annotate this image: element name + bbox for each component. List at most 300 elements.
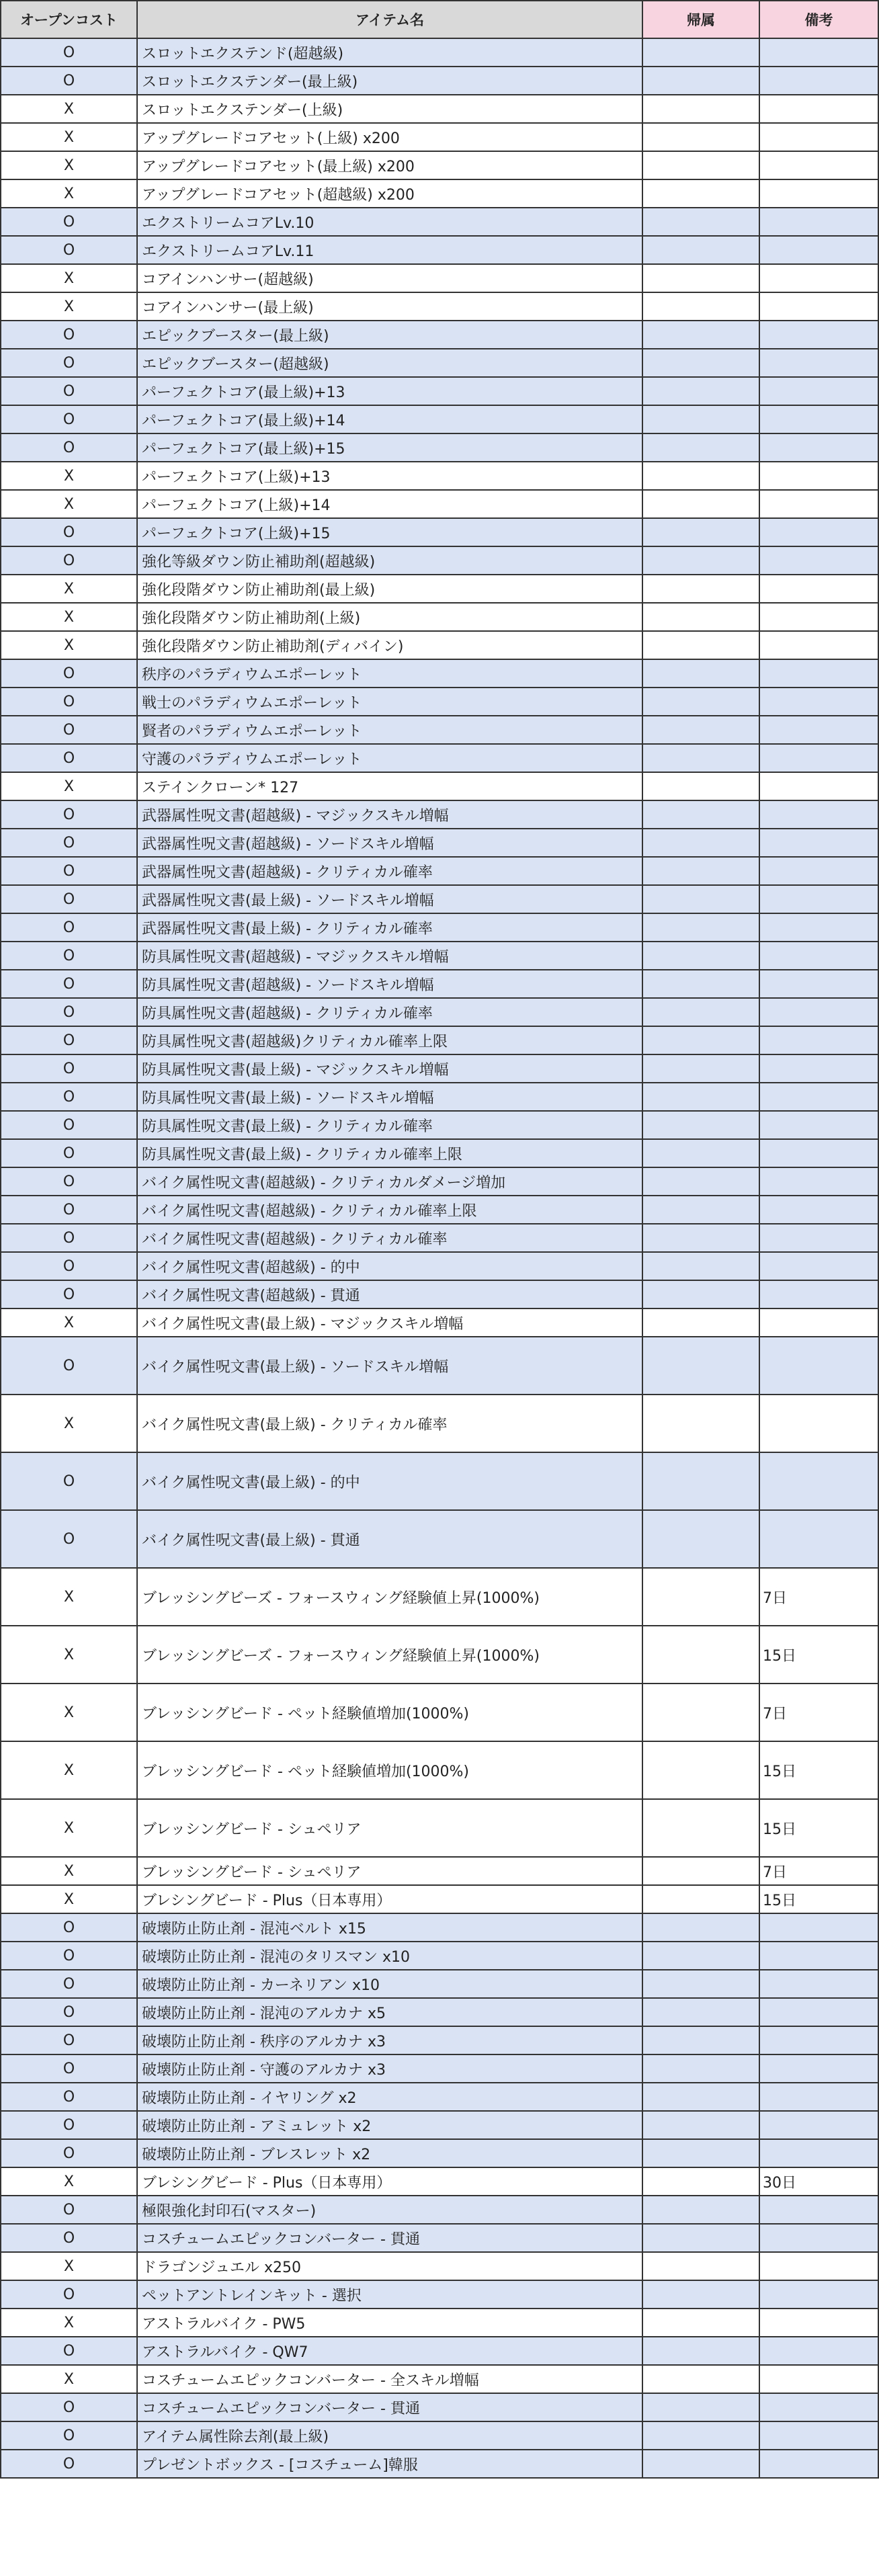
table-row — [1, 1196, 878, 1224]
table-row — [1, 631, 878, 659]
binding-cell — [642, 970, 759, 998]
note-cell: 15日 — [759, 1799, 878, 1857]
note-cell — [759, 1998, 878, 2026]
open-cost-cell: X — [1, 264, 137, 292]
open-cost-cell: O — [1, 1196, 137, 1224]
table-row — [1, 829, 878, 857]
item-name-cell: コスチュームエピックコンバーター - 全スキル増幅 — [137, 2365, 642, 2393]
note-cell — [759, 1337, 878, 1395]
table-row — [1, 2252, 878, 2280]
item-name-cell: 破壊防止防止剤 - ブレスレット x2 — [137, 2139, 642, 2167]
item-name-cell: スロットエクステンダー(最上級) — [137, 67, 642, 95]
binding-cell — [642, 1998, 759, 2026]
note-cell — [759, 885, 878, 913]
header-row — [1, 1, 878, 38]
open-cost-cell: X — [1, 1395, 137, 1452]
item-name-cell: ブレッシングビーズ - フォースウィング経験値上昇(1000%) — [137, 1626, 642, 1684]
note-cell — [759, 1970, 878, 1998]
note-cell: 7日 — [759, 1857, 878, 1885]
note-cell — [759, 236, 878, 264]
open-cost-cell: O — [1, 2026, 137, 2054]
open-cost-cell: O — [1, 688, 137, 716]
binding-cell — [642, 377, 759, 405]
note-cell — [759, 2393, 878, 2421]
open-cost-cell: O — [1, 998, 137, 1026]
open-cost-cell: X — [1, 151, 137, 179]
note-cell — [759, 1167, 878, 1196]
item-name-cell: パーフェクトコア(上級)+15 — [137, 518, 642, 546]
open-cost-cell: O — [1, 2450, 137, 2478]
open-cost-cell: X — [1, 95, 137, 123]
header-note: 備考 — [759, 1, 878, 38]
item-name-cell: ブレシングビード - Plus（日本専用） — [137, 2167, 642, 2196]
open-cost-cell: O — [1, 1026, 137, 1054]
table-row — [1, 1885, 878, 1913]
binding-cell — [642, 264, 759, 292]
item-name-cell: パーフェクトコア(最上級)+13 — [137, 377, 642, 405]
binding-cell — [642, 546, 759, 575]
note-cell — [759, 1452, 878, 1510]
binding-cell — [642, 913, 759, 942]
table-row — [1, 1998, 878, 2026]
table-row — [1, 857, 878, 885]
item-name-cell: 武器属性呪文書(超越級) - ソードスキル増幅 — [137, 829, 642, 857]
open-cost-cell: X — [1, 1799, 137, 1857]
binding-cell — [642, 1568, 759, 1626]
table-row — [1, 744, 878, 772]
binding-cell — [642, 800, 759, 829]
item-name-cell: 戦士のパラディウムエポーレット — [137, 688, 642, 716]
binding-cell — [642, 2139, 759, 2167]
table-row — [1, 800, 878, 829]
table-row — [1, 1857, 878, 1885]
item-name-cell: コアインハンサー(最上級) — [137, 292, 642, 321]
note-cell — [759, 95, 878, 123]
header-item-name: アイテム名 — [137, 1, 642, 38]
table-row — [1, 575, 878, 603]
item-name-cell: 強化等級ダウン防止補助剤(超越級) — [137, 546, 642, 575]
table-row — [1, 405, 878, 433]
note-cell — [759, 208, 878, 236]
binding-cell — [642, 1224, 759, 1252]
note-cell — [759, 575, 878, 603]
open-cost-cell: X — [1, 772, 137, 800]
note-cell — [759, 2309, 878, 2337]
table-row — [1, 546, 878, 575]
table-row — [1, 2111, 878, 2139]
note-cell — [759, 2139, 878, 2167]
open-cost-cell: O — [1, 2196, 137, 2224]
item-name-cell: スロットエクステンダー(上級) — [137, 95, 642, 123]
table-row — [1, 2139, 878, 2167]
table-row — [1, 236, 878, 264]
item-name-cell: 極限強化封印石(マスター) — [137, 2196, 642, 2224]
item-name-cell: ステインクローン* 127 — [137, 772, 642, 800]
note-cell: 15日 — [759, 1741, 878, 1799]
item-name-cell: パーフェクトコア(上級)+14 — [137, 490, 642, 518]
open-cost-cell: O — [1, 349, 137, 377]
table-row — [1, 2083, 878, 2111]
open-cost-cell: X — [1, 1568, 137, 1626]
item-name-cell: 武器属性呪文書(超越級) - マジックスキル増幅 — [137, 800, 642, 829]
open-cost-cell: O — [1, 377, 137, 405]
binding-cell — [642, 1510, 759, 1568]
binding-cell — [642, 603, 759, 631]
open-cost-cell: O — [1, 2421, 137, 2450]
table-row — [1, 179, 878, 208]
table-row — [1, 1252, 878, 1280]
table-row — [1, 1167, 878, 1196]
table-row — [1, 1510, 878, 1568]
table-row — [1, 2309, 878, 2337]
open-cost-cell: O — [1, 1337, 137, 1395]
table-row — [1, 1139, 878, 1167]
item-name-cell: 破壊防止防止剤 - イヤリング x2 — [137, 2083, 642, 2111]
item-name-cell: 防具属性呪文書(超越級) - クリティカル確率 — [137, 998, 642, 1026]
binding-cell — [642, 1111, 759, 1139]
table-row — [1, 1799, 878, 1857]
binding-cell — [642, 292, 759, 321]
table-row — [1, 38, 878, 67]
note-cell — [759, 2365, 878, 2393]
binding-cell — [642, 1167, 759, 1196]
table-row — [1, 2224, 878, 2252]
open-cost-cell: O — [1, 405, 137, 433]
note-cell — [759, 1942, 878, 1970]
open-cost-cell: O — [1, 1224, 137, 1252]
open-cost-cell: O — [1, 546, 137, 575]
item-name-cell: プレゼントボックス - [コスチューム]韓服 — [137, 2450, 642, 2478]
table-row — [1, 95, 878, 123]
binding-cell — [642, 1452, 759, 1510]
open-cost-cell: O — [1, 716, 137, 744]
binding-cell — [642, 518, 759, 546]
open-cost-cell: O — [1, 1510, 137, 1568]
open-cost-cell: O — [1, 1054, 137, 1083]
binding-cell — [642, 998, 759, 1026]
binding-cell — [642, 2450, 759, 2478]
item-name-cell: 破壊防止防止剤 - 混沌のタリスマン x10 — [137, 1942, 642, 1970]
open-cost-cell: O — [1, 2139, 137, 2167]
note-cell — [759, 179, 878, 208]
item-name-cell: 防具属性呪文書(超越級) - ソードスキル増幅 — [137, 970, 642, 998]
binding-cell — [642, 1626, 759, 1684]
item-name-cell: バイク属性呪文書(超越級) - クリティカル確率上限 — [137, 1196, 642, 1224]
item-name-cell: ブレッシングビーズ - フォースウィング経験値上昇(1000%) — [137, 1568, 642, 1626]
note-cell — [759, 2026, 878, 2054]
binding-cell — [642, 1857, 759, 1885]
table-row — [1, 2280, 878, 2309]
header-binding: 帰属 — [642, 1, 759, 38]
item-name-cell: バイク属性呪文書(最上級) - 貫通 — [137, 1510, 642, 1568]
open-cost-cell: O — [1, 67, 137, 95]
table-row — [1, 998, 878, 1026]
table-row — [1, 433, 878, 462]
item-name-cell: アップグレードコアセット(上級) x200 — [137, 123, 642, 151]
item-name-cell: パーフェクトコア(上級)+13 — [137, 462, 642, 490]
table-row — [1, 2337, 878, 2365]
item-name-cell: バイク属性呪文書(最上級) - マジックスキル増幅 — [137, 1308, 642, 1337]
binding-cell — [642, 1139, 759, 1167]
open-cost-cell: O — [1, 942, 137, 970]
binding-cell — [642, 1083, 759, 1111]
table-row — [1, 2026, 878, 2054]
open-cost-cell: X — [1, 1741, 137, 1799]
open-cost-cell: X — [1, 575, 137, 603]
binding-cell — [642, 829, 759, 857]
binding-cell — [642, 1741, 759, 1799]
table-row — [1, 349, 878, 377]
binding-cell — [642, 2252, 759, 2280]
item-name-cell: パーフェクトコア(最上級)+15 — [137, 433, 642, 462]
open-cost-cell: X — [1, 1885, 137, 1913]
table-row — [1, 1026, 878, 1054]
note-cell — [759, 2280, 878, 2309]
item-name-cell: 破壊防止防止剤 - カーネリアン x10 — [137, 1970, 642, 1998]
table-row — [1, 913, 878, 942]
note-cell: 30日 — [759, 2167, 878, 2196]
note-cell — [759, 405, 878, 433]
open-cost-cell: O — [1, 1998, 137, 2026]
item-name-cell: アップグレードコアセット(最上級) x200 — [137, 151, 642, 179]
note-cell — [759, 1308, 878, 1337]
table-row — [1, 1224, 878, 1252]
table-row — [1, 1568, 878, 1626]
open-cost-cell: X — [1, 631, 137, 659]
item-name-cell: アイテム属性除去剤(最上級) — [137, 2421, 642, 2450]
binding-cell — [642, 1684, 759, 1741]
open-cost-cell: X — [1, 1857, 137, 1885]
table-row — [1, 2167, 878, 2196]
item-name-cell: コアインハンサー(超越級) — [137, 264, 642, 292]
table-row — [1, 885, 878, 913]
binding-cell — [642, 490, 759, 518]
item-name-cell: 防具属性呪文書(超越級)クリティカル確率上限 — [137, 1026, 642, 1054]
note-cell — [759, 1026, 878, 1054]
note-cell — [759, 433, 878, 462]
open-cost-cell: O — [1, 970, 137, 998]
note-cell — [759, 67, 878, 95]
open-cost-cell: O — [1, 1970, 137, 1998]
note-cell — [759, 800, 878, 829]
item-name-cell: 破壊防止防止剤 - 混沌ベルト x15 — [137, 1913, 642, 1942]
item-name-cell: 防具属性呪文書(最上級) - クリティカル確率上限 — [137, 1139, 642, 1167]
note-cell — [759, 2252, 878, 2280]
table-row — [1, 1395, 878, 1452]
table-row — [1, 490, 878, 518]
item-name-cell: 破壊防止防止剤 - 秩序のアルカナ x3 — [137, 2026, 642, 2054]
open-cost-cell: O — [1, 518, 137, 546]
note-cell — [759, 321, 878, 349]
item-name-cell: バイク属性呪文書(最上級) - クリティカル確率 — [137, 1395, 642, 1452]
table-row — [1, 1626, 878, 1684]
open-cost-cell: X — [1, 179, 137, 208]
binding-cell — [642, 575, 759, 603]
note-cell — [759, 349, 878, 377]
binding-cell — [642, 716, 759, 744]
note-cell — [759, 1196, 878, 1224]
table-row — [1, 970, 878, 998]
note-cell — [759, 462, 878, 490]
open-cost-cell: O — [1, 38, 137, 67]
open-cost-cell: O — [1, 829, 137, 857]
binding-cell — [642, 659, 759, 688]
open-cost-cell: O — [1, 236, 137, 264]
table-row — [1, 688, 878, 716]
note-cell — [759, 1224, 878, 1252]
binding-cell — [642, 1942, 759, 1970]
binding-cell — [642, 2167, 759, 2196]
note-cell — [759, 1913, 878, 1942]
open-cost-cell: O — [1, 433, 137, 462]
note-cell — [759, 1054, 878, 1083]
binding-cell — [642, 688, 759, 716]
binding-cell — [642, 2026, 759, 2054]
binding-cell — [642, 1026, 759, 1054]
table-row — [1, 1111, 878, 1139]
open-cost-cell: O — [1, 2337, 137, 2365]
item-name-cell: ブレッシングビード - ペット経験値増加(1000%) — [137, 1741, 642, 1799]
open-cost-cell: X — [1, 1626, 137, 1684]
binding-cell — [642, 405, 759, 433]
table-row — [1, 2450, 878, 2478]
binding-cell — [642, 2365, 759, 2393]
note-cell — [759, 1083, 878, 1111]
open-cost-cell: O — [1, 800, 137, 829]
binding-cell — [642, 1196, 759, 1224]
item-name-cell: ブレッシングビード - シュペリア — [137, 1857, 642, 1885]
table-row — [1, 716, 878, 744]
note-cell: 15日 — [759, 1885, 878, 1913]
table-row — [1, 1337, 878, 1395]
item-name-cell: バイク属性呪文書(最上級) - 的中 — [137, 1452, 642, 1510]
binding-cell — [642, 744, 759, 772]
open-cost-cell: O — [1, 2083, 137, 2111]
item-name-cell: バイク属性呪文書(超越級) - 的中 — [137, 1252, 642, 1280]
item-name-cell: 防具属性呪文書(最上級) - マジックスキル増幅 — [137, 1054, 642, 1083]
item-name-cell: 防具属性呪文書(最上級) - クリティカル確率 — [137, 1111, 642, 1139]
note-cell — [759, 1252, 878, 1280]
binding-cell — [642, 38, 759, 67]
open-cost-cell: O — [1, 1452, 137, 1510]
table-row — [1, 518, 878, 546]
binding-cell — [642, 857, 759, 885]
binding-cell — [642, 772, 759, 800]
note-cell — [759, 38, 878, 67]
note-cell — [759, 744, 878, 772]
binding-cell — [642, 2083, 759, 2111]
note-cell — [759, 1510, 878, 1568]
item-name-cell: 破壊防止防止剤 - 守護のアルカナ x3 — [137, 2054, 642, 2083]
item-name-cell: 破壊防止防止剤 - アミュレット x2 — [137, 2111, 642, 2139]
binding-cell — [642, 2393, 759, 2421]
binding-cell — [642, 1337, 759, 1395]
item-name-cell: コスチュームエピックコンバーター - 貫通 — [137, 2393, 642, 2421]
open-cost-cell: O — [1, 744, 137, 772]
item-name-cell: バイク属性呪文書(超越級) - クリティカル確率 — [137, 1224, 642, 1252]
note-cell — [759, 2421, 878, 2450]
binding-cell — [642, 631, 759, 659]
item-name-cell: ドラゴンジュエル x250 — [137, 2252, 642, 2280]
item-name-cell: エクストリームコアLv.10 — [137, 208, 642, 236]
note-cell — [759, 1139, 878, 1167]
note-cell — [759, 2083, 878, 2111]
item-name-cell: エピックブースター(超越級) — [137, 349, 642, 377]
note-cell — [759, 2337, 878, 2365]
note-cell — [759, 2054, 878, 2083]
open-cost-cell: O — [1, 321, 137, 349]
binding-cell — [642, 1054, 759, 1083]
item-name-cell: エクストリームコアLv.11 — [137, 236, 642, 264]
table-row — [1, 321, 878, 349]
open-cost-cell: X — [1, 490, 137, 518]
table-row — [1, 1280, 878, 1308]
note-cell — [759, 1111, 878, 1139]
item-name-cell: 強化段階ダウン防止補助剤(最上級) — [137, 575, 642, 603]
item-name-cell: アップグレードコアセット(超越級) x200 — [137, 179, 642, 208]
table-row — [1, 377, 878, 405]
item-name-cell: 防具属性呪文書(最上級) - ソードスキル増幅 — [137, 1083, 642, 1111]
binding-cell — [642, 2280, 759, 2309]
binding-cell — [642, 123, 759, 151]
item-name-cell: ブレシングビード - Plus（日本専用） — [137, 1885, 642, 1913]
table-row — [1, 942, 878, 970]
table-row — [1, 1083, 878, 1111]
binding-cell — [642, 885, 759, 913]
binding-cell — [642, 349, 759, 377]
item-name-cell: 武器属性呪文書(超越級) - クリティカル確率 — [137, 857, 642, 885]
table-row — [1, 2054, 878, 2083]
binding-cell — [642, 2421, 759, 2450]
binding-cell — [642, 2054, 759, 2083]
note-cell — [759, 1395, 878, 1452]
binding-cell — [642, 1308, 759, 1337]
open-cost-cell: O — [1, 2280, 137, 2309]
item-name-cell: 強化段階ダウン防止補助剤(上級) — [137, 603, 642, 631]
table-row — [1, 67, 878, 95]
header-open-cost: オープンコスト — [1, 1, 137, 38]
open-cost-cell: O — [1, 208, 137, 236]
note-cell — [759, 2111, 878, 2139]
note-cell — [759, 716, 878, 744]
note-cell — [759, 829, 878, 857]
item-name-cell: ブレッシングビード - ペット経験値増加(1000%) — [137, 1684, 642, 1741]
open-cost-cell: O — [1, 2054, 137, 2083]
note-cell — [759, 123, 878, 151]
open-cost-cell: O — [1, 913, 137, 942]
table-row — [1, 1970, 878, 1998]
binding-cell — [642, 1970, 759, 1998]
open-cost-cell: X — [1, 2309, 137, 2337]
binding-cell — [642, 2196, 759, 2224]
open-cost-cell: O — [1, 2111, 137, 2139]
binding-cell — [642, 462, 759, 490]
note-cell — [759, 151, 878, 179]
open-cost-cell: O — [1, 1942, 137, 1970]
note-cell — [759, 857, 878, 885]
note-cell — [759, 970, 878, 998]
item-name-cell: エピックブースター(最上級) — [137, 321, 642, 349]
note-cell — [759, 546, 878, 575]
item-name-cell: バイク属性呪文書(最上級) - ソードスキル増幅 — [137, 1337, 642, 1395]
item-name-cell: 賢者のパラディウムエポーレット — [137, 716, 642, 744]
table-row — [1, 2421, 878, 2450]
table-row — [1, 603, 878, 631]
binding-cell — [642, 2337, 759, 2365]
item-name-cell: 秩序のパラディウムエポーレット — [137, 659, 642, 688]
item-name-cell: ペットアントレインキット - 選択 — [137, 2280, 642, 2309]
binding-cell — [642, 321, 759, 349]
